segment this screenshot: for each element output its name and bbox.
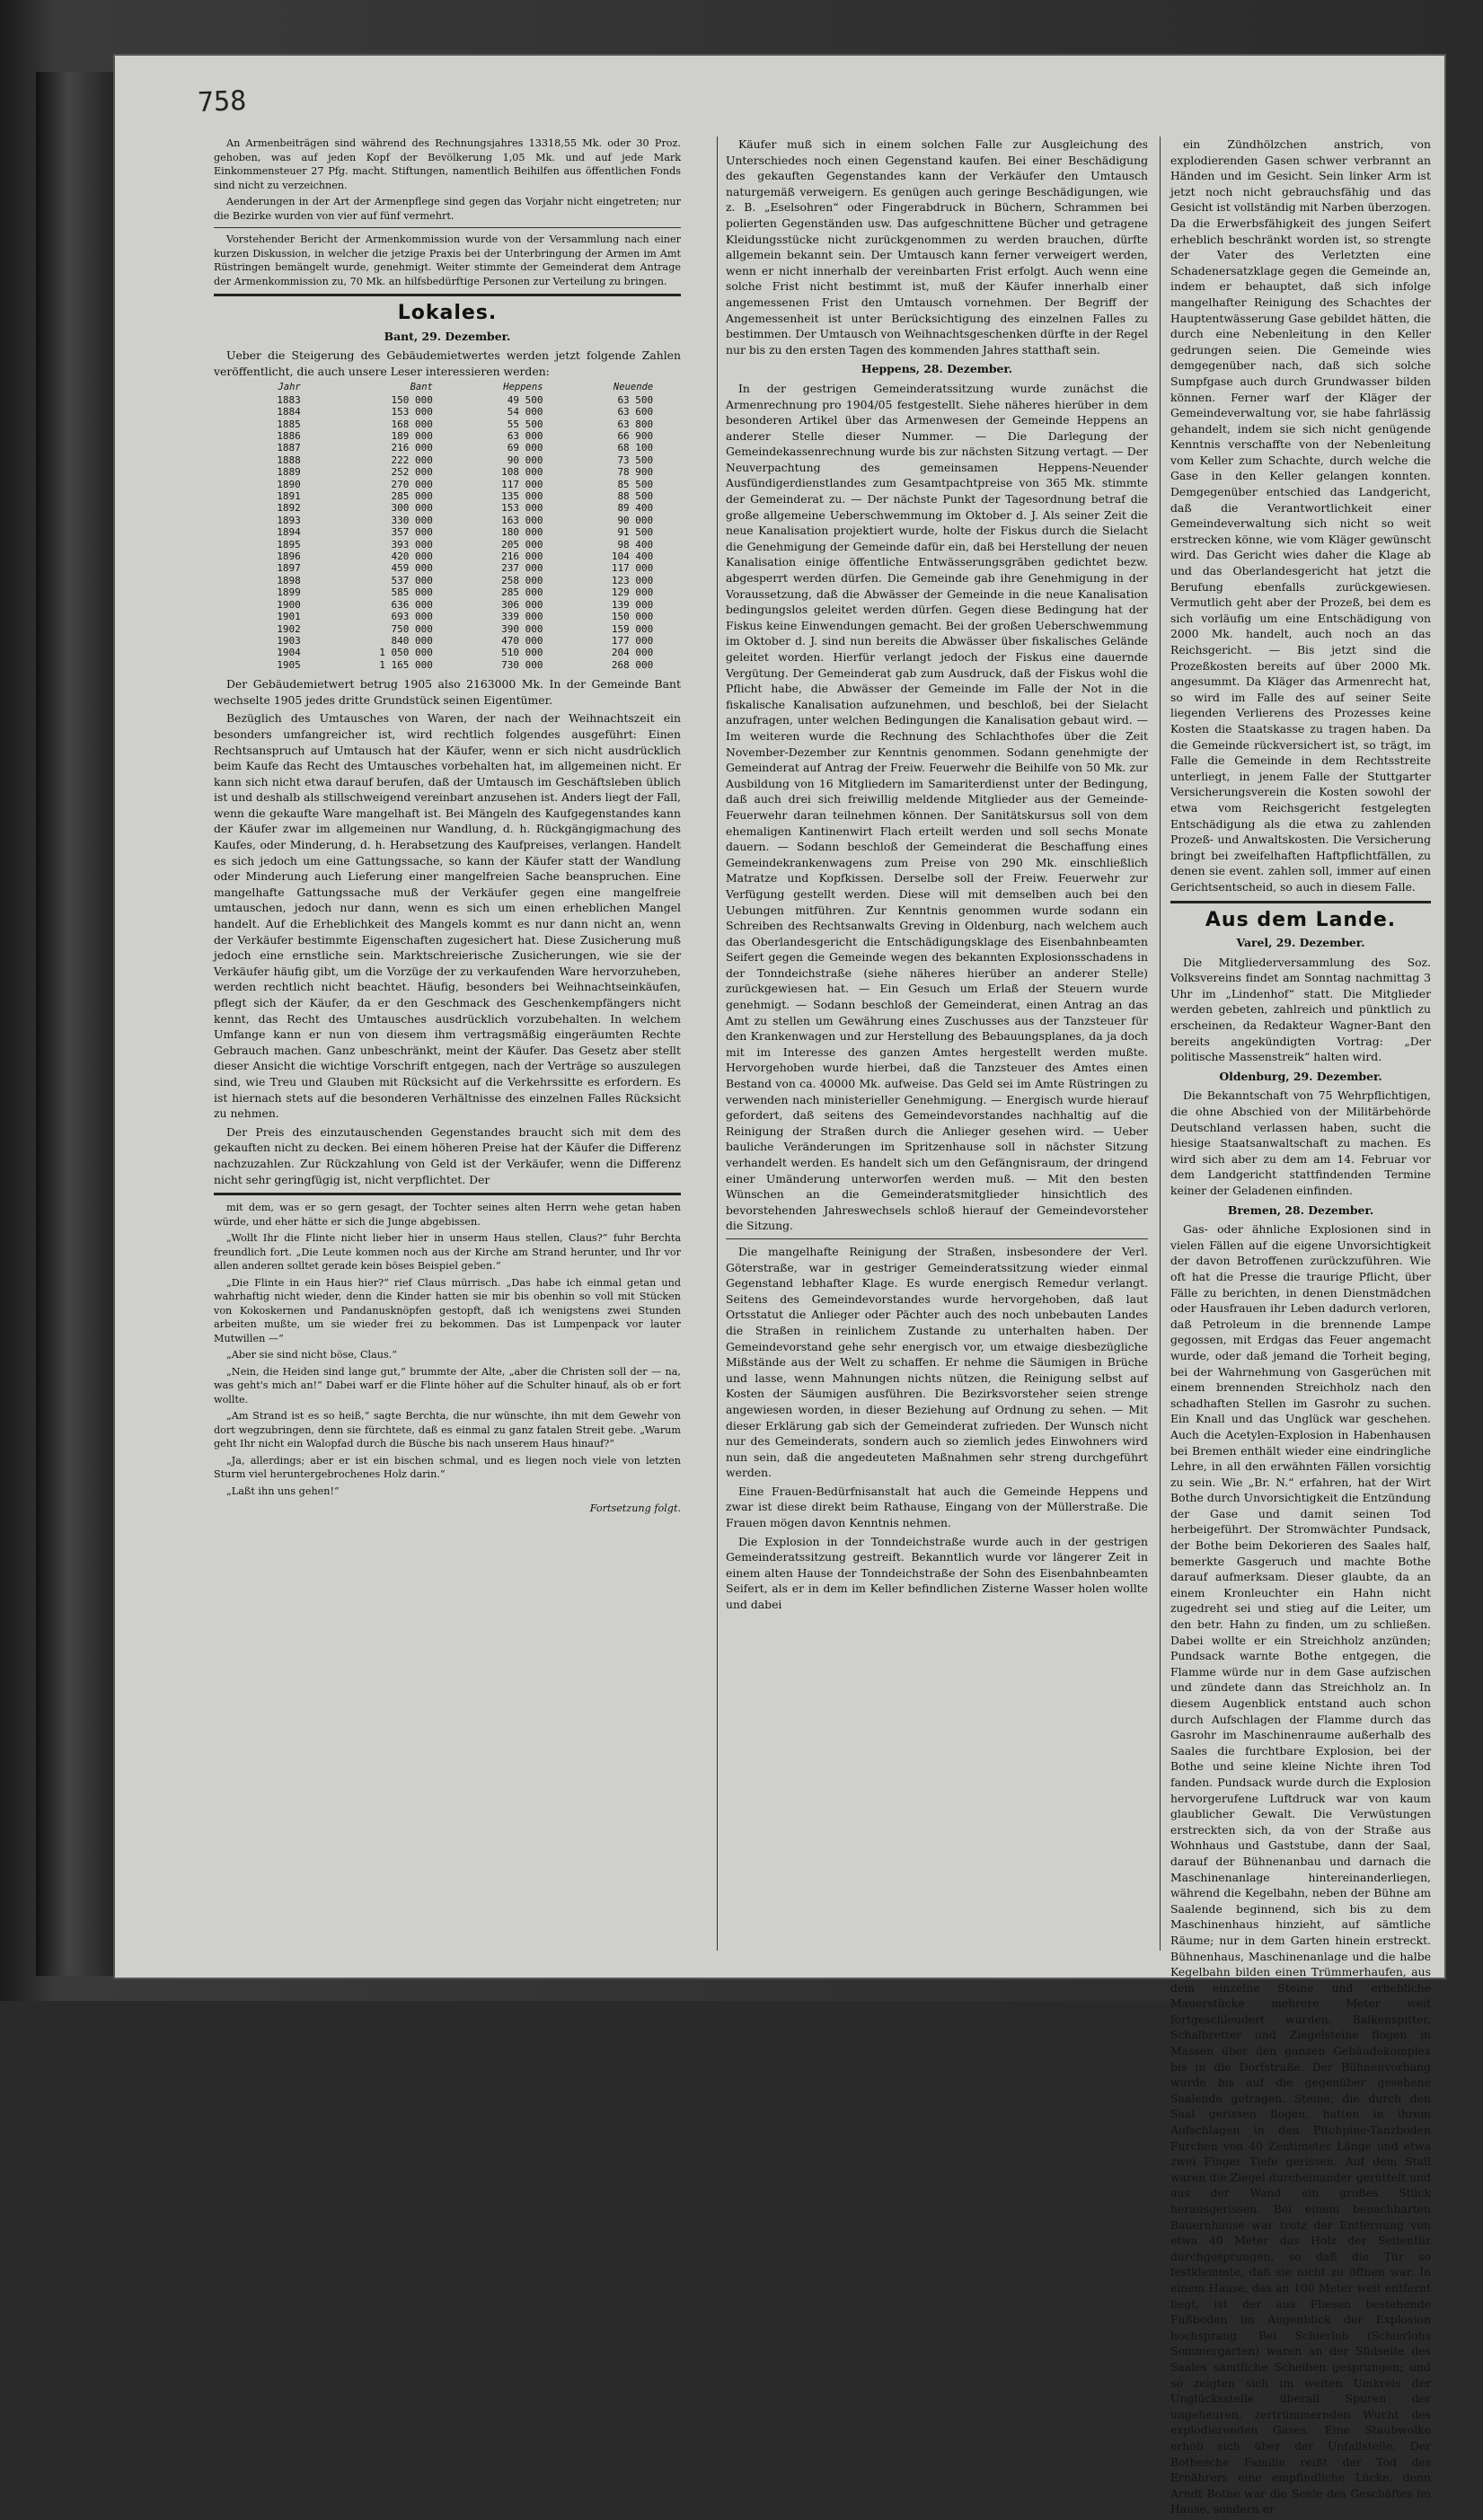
table-cell: 189 000 [391,430,433,442]
table-header: Jahr [278,382,301,393]
table-cell: 252 000 [391,466,433,479]
rent-table [233,382,662,671]
table-cell: 268 000 [611,658,654,671]
paragraph: „Am Strand ist es so heiß,“ sagte Berchta, die nur wünschte, ihn mit dem Gewehr von dort wegzubringen, denn sie fürchtete, daß es einmal zu ganz fatalen Streit gebe. „Warum geht Ihr nicht ein Walopfad durch die Büsche bis nach unserem Haus hinauf?“ [214,1410,681,1450]
table-cell: 1905 [277,658,301,671]
table-cell: 85 500 [617,478,654,490]
table-cell: 222 000 [391,454,433,466]
table-row [233,394,662,406]
table-cell: 78 900 [617,466,654,479]
table-row [233,635,662,647]
table-cell: 150 000 [611,611,654,623]
table-cell: 300 000 [391,502,433,515]
paragraph: Die Mitgliederversammlung des Soz. Volksvereins findet am Sonntag nachmittag 3 Uhr im „Lindenhof“ statt. Die Mitglieder werden gebeten, zahlreich und pünktlich zu erscheinen, da Redakteur Wagner-Bant den bereits angekündigten Vortrag: „Der politische Massenstreik“ halten wird. [1170,955,1431,1064]
table-cell: 258 000 [501,574,543,586]
table-cell: 1900 [277,598,301,611]
table-row [233,539,662,551]
paragraph: Die Explosion in der Tonndeichstraße wurde auch in der gestrigen Gemeinderatssitzung gestreift. Bekanntlich wurde vor längerer Zeit in einem alten Hause der Tonndeichstraße der Sohn des Eisenbahnbeamten Seifert, als er in dem im Keller befindlichen Zisterne Wasser holen wollte und dabei [726,1534,1148,1612]
divider [214,294,681,296]
paragraph: „Wollt Ihr die Flinte nicht lieber hier in unserm Haus stellen, Claus?“ fuhr Berchta freundlich fort. „Die Leute kommen noch aus der Kirche am Strand herunter, und Ihr vor allen anderen solltet gerade kein böses Beispiel geben.“ [214,1232,681,1273]
divider [726,1238,1148,1239]
table-cell: 91 500 [617,526,654,539]
table-cell: 1893 [277,514,301,526]
paragraph: An Armenbeiträgen sind während des Rechnungsjahres 13318,55 Mk. oder 30 Proz. gehoben, was auf jeden Kopf der Bevölkerung 1,05 Mk. und auf jede Mark Einkommensteuer 27 Pfg. macht. Stiftungen, namentlich Beihilfen aus öffentlichen Fonds sind nicht zu verzeichnen. [214,137,681,191]
paragraph: „Aber sie sind nicht böse, Claus.“ [226,1349,398,1361]
table-cell: 177 000 [611,634,654,647]
table-cell: 1889 [277,466,301,479]
table-cell: 73 500 [617,454,654,466]
divider [1170,901,1431,903]
table-row [233,406,662,418]
table-cell: 90 000 [617,514,654,526]
table-cell: 216 000 [391,442,433,454]
table-cell: 693 000 [391,611,433,623]
table-cell: 49 500 [507,393,543,406]
table-row [233,515,662,526]
table-cell: 840 000 [391,634,433,647]
intro-block [214,137,681,288]
table-cell: 585 000 [391,586,433,599]
table-cell: 159 000 [611,622,654,635]
table-row [233,623,662,635]
table-cell: 204 000 [611,647,654,659]
table-cell: 1896 [277,551,301,563]
table-cell: 168 000 [391,418,433,430]
table-cell: 1897 [277,562,301,575]
table-cell: 470 000 [501,634,543,647]
dateline: Bremen, 28. Dezember. [1227,1203,1374,1217]
paragraph: Der Preis des einzutauschenden Gegenstandes braucht sich mit dem des gekauften nicht zu decken. Bei einem höheren Preise hat der Käufer die Differenz nachzuzahlen. Zur Rückzahlung von Geld ist der Verkäufer, wenn die Differenz nicht sehr geringfügig ist, nicht verpflichtet. Der [214,1124,681,1186]
table-row [233,551,662,562]
table-cell: 88 500 [617,490,654,503]
table-cell: 1884 [277,406,301,419]
table-row [233,490,662,502]
dateline: Oldenburg, 29. Dezember. [1219,1069,1382,1083]
table-cell: 1 050 000 [379,647,433,659]
table-cell: 1898 [277,574,301,586]
table-cell: 63 500 [617,393,654,406]
paragraph: mit dem, was er so gern gesagt, der Tochter seines alten Herrn wehe getan haben würde, und eher hätte er sich die Junge abgebissen. [214,1202,681,1228]
table-cell: 139 000 [611,598,654,611]
table-cell: 1886 [277,430,301,442]
table-cell: 339 000 [501,611,543,623]
table-cell: 1895 [277,538,301,551]
table-row [233,442,662,454]
table-cell: 68 100 [617,442,654,454]
paragraph: Vorstehender Bericht der Armenkommission wurde von der Versammlung nach einer kurzen Diskussion, in welcher die jetzige Praxis bei der Unterbringung der Armen im Amt Rüstringen bemängelt wurde, genehmigt. Weiter stimmte der Gemeinderat dem Antrage der Armenkommission zu, 70 Mk. an hilfsbedürftige Personen zur Verteilung zu bringen. [214,233,681,287]
table-row [233,466,662,478]
section-title: Lokales. [397,302,498,324]
table-cell: 393 000 [391,538,433,551]
table-row [233,454,662,466]
paragraph: Die mangelhafte Reinigung der Straßen, insbesondere der Verl. Göterstraße, war in gestriger Gemeinderatssitzung wieder einmal Gegenstand lebhafter Klage. Es wurde energisch Remedur verlangt. Seitens des Gemeindevorstandes wurde hervorgehoben, daß laut Ortsstatut die Anlieger oder Pächter auch des noch unbebauten Landes die Straßen in reinlichem Zustande zu unterhalten haben. Der Gemeindevorstand gehe sehr energisch vor, um etwaige diesbezügliche Mißstände aus der Welt zu schaffen. Er nehme die Säumigen in Brüche und lasse, wenn Mahnungen nichts nützen, die Reinigung selbst auf Kosten der Säumigen ausführen. Die Bezirksvorsteher seien strenge angewiesen worden, in dieser Beziehung auf Ordnung zu sehen. — Mit dieser Erklärung gab sich der Gemeinderat zufrieden. Der Wunsch nicht nur des Gemeinderats, sondern auch so ziemlich jedes Einwohners wird nun sein, daß die angedeuteten Maßnahmen sehr streng durchgeführt werden. [726,1244,1148,1480]
table-cell: 730 000 [501,658,543,671]
paragraph: „Ja, allerdings; aber er ist ein bischen schmal, und es liegen noch viele von letzten Sturm viel heruntergebrochenes Holz darin.“ [214,1454,681,1481]
table-cell: 108 000 [501,466,543,479]
column-2 [726,137,1148,1616]
paragraph: Ueber die Steigerung des Gebäudemietwertes werden jetzt folgende Zahlen veröffentlicht, die auch unsere Leser interessieren werden: [214,348,681,378]
table-cell: 510 000 [501,647,543,659]
table-cell: 90 000 [507,454,543,466]
paragraph: Eine Frauen-Bedürfnisanstalt hat auch die Gemeinde Heppens und zwar ist diese direkt beim Rathause, Eingang von der Müllerstraße. Die Frauen mögen davon Kenntnis nehmen. [726,1484,1148,1530]
divider [214,1193,681,1195]
table-cell: 237 000 [501,562,543,575]
paragraph: Bezüglich des Umtausches von Waren, der nach der Weihnachtszeit ein besonders umfangreicher ist, wird rechtlich folgendes ausgeführt: Einen Rechtsanspruch auf Umtausch hat der Käufer, wenn er sich nicht ausdrücklich beim Kaufe das Recht des Umtausches vorbehalten hat, im allgemeinen nicht. Er kann sich nicht etwa darauf berufen, daß der Umtausch im Geschäftsleben üblich ist und deshalb als stillschweigend vereinbart anzusehen ist. Anders liegt der Fall, wenn die gekaufte Ware mangelhaft ist. Bei Mängeln des Kaufgegenstandes kann der Käufer zwar im allgemeinen nur Wandlung, d. h. Rückgängigmachung des Kaufes, oder Minderung, d. h. Herabsetzung des Kaufpreises, verlangen. Handelt es sich jedoch um eine Gattungssache, so kann der Käufer statt der Wandlung oder Minderung auch Lieferung einer mangelfreien Sache beanspruchen. Eine mangelhafte Gattungssache muß der Verkäufer gegen eine mangelfreie umtauschen, jedoch nur dann, wenn es sich um einen erheblichen Mangel handelt. Auf die Erheblichkeit des Mangels kommt es nur dann nicht an, wenn der Verkäufer bestimmte Eigenschaften zugesichert hat. Diese Zusicherung muß jedoch eine ernstliche sein. Marktschreierische Zusicherungen, wie sie der Verkäufer häufig gibt, um die Vorzüge der zu verkaufenden Ware hervorzuheben, werden rechtlich nicht beachtet. Häufig, besonders bei Weihnachtseinkäufen, pflegt sich der Käufer, da er den Geschmack des Geschenkempfängers nicht kennt, das Recht des Umtausches ausdrücklich vorzubehalten. In welchem Umfange kann er nun von diesem ihm vertragsmäßig eingeräumten Rechte Gebrauch machen. Ganz unbeschränkt, meint der Käufer. Das Gesetz aber stellt dieser Ansicht die wichtige Vorschrift entgegen, nach der Verträge so auszulegen sind, wie Treu und Glauben mit Rücksicht auf die Verkehrssitte es erfordern. Es ist hiernach stets auf die besonderen Verhältnisse des einzelnen Falles Rücksicht zu nehmen. [214,711,681,1121]
paragraph: Gas- oder ähnliche Explosionen sind in vielen Fällen auf die eigene Unvorsichtigkeit der davon Betroffenen zurückzuführen. Wie oft hat die Presse die traurige Pflicht, über Fälle zu berichten, in denen Dienstmädchen oder Hausfrauen ihr Leben dadurch verloren, daß Petroleum in die brennende Lampe gegossen, mit Erdgas das Feuer angemacht wurde, oder daß jemand die Torheit beging, bei der Wahrnehmung von Gasgerüchen mit einem brennenden Streichholz nach den schadhaften Stellen im Gasrohr zu suchen. Ein Knall und das Unglück war geschehen. Auch die Acetylen-Explosion in Habenhausen bei Bremen enthält wieder eine eindringliche Lehre, in all den erwähnten Fällen vorsichtig zu sein. Wie „Br. N.“ erfahren, hat der Wirt Bothe durch Unvorsichtigkeit die Entzündung der Gase und damit seinen Tod herbeigeführt. Der Stromwächter Pundsack, der Bothe beim Dekorieren des Saales half, bemerkte Gasgeruch und machte Bothe darauf aufmerksam. Dieser glaubte, da an einem Kronleuchter ein Hahn nicht zugedreht sei und stieg auf die Leiter, um den betr. Hahn zu finden, um zu schließen. Dabei wollte er ein Streichholz anzünden; Pundsack warnte Bothe entgegen, die Flamme würde nur in dem Gase aufzischen und zündete dann das Streichholz an. In diesem Augenblick entstand auch schon durch Aufschlagen der Flamme durch das Gasrohr im Maschinenraume außerhalb des Saales die furchtbare Explosion, bei der Bothe und seine kleine Nichte ihren Tod fanden. Pundsack wurde durch die Explosion hervorgerufene Luftdruck war von kaum glaublicher Gewalt. Die Verwüstungen erstreckten sich, da von der Straße aus Wohnhaus und Gaststube, dann der Saal, darauf der Bühnenanbau und darnach die Maschinenanlage hintereinanderliegen, während die Kegelbahn, neben der Bühne am Saalende beginnend, sich bis zu dem Maschinenhaus hinzieht, auf sämtliche Räume; nur in dem Garten hinein erstreckt. Bühnenhaus, Maschinenanlage und die halbe Kegelbahn bilden einen Trümmerhaufen, aus dem einzelne Steine und erhebliche Mauerstücke mehrere Meter weit fortgeschleudert wurden. Balkenspitter, Schalbretter und Ziegelsteine flogen in Massen über den ganzen Gebäudekomplex bis in die Dorfstraße. Der Bühnenvorhang wurde bis auf die gegenüber gesehene Saalende getragen. Steine, die durch den Saal gerissen flogen, hatten in ihrem Aufschlagen in den Pitchpine-Tanzboden Furchen von 40 Zentimeter Länge und etwa zwei Finger Tiefe gerissen. Auf dem Stall waren die Ziegel durcheinander gerüttelt und aus der Wand ein großes Stück herausgerissen. Bei einem benachbarten Bauernhause war trotz der Entfernung von etwa 40 Meter das Holz der Seitentür durchgesprungen, so daß die Tür so festklemmte, daß sie nicht zu öffnen war. In einem Hause, das an 100 Meter weit entfernt liegt, ist der aus Fliesen bestehende Fußboden im Augenblick der Explosion hochsprang. Bei Schierlob (Schierlohs Sommergarten) waren an der Südseite des Saales sämtliche Scheiben gesprungen; und so zeigten sich im weiten Umkreis der Unglücksstelle überall Spuren der ungeheuren, zertrümmernden Wucht des explodierenden Gases. Eine Staubwolke erhob sich über der Unfallstelle. Der Bothesche Familie reißt der Tod des Ernährers eine empfindliche Lücke, denn Arndt Bothe war die Seele des Geschäftes im Hause, sondern er [1170,1222,1431,2516]
table-cell: 89 400 [617,502,654,515]
table-cell: 63 000 [507,430,543,442]
table-cell: 390 000 [501,622,543,635]
table-header: Heppens [503,382,543,393]
section-title: Aus dem Lande. [1205,908,1397,931]
dateline: Varel, 29. Dezember. [1236,936,1365,950]
table-cell: 129 000 [611,586,654,599]
table-cell: 420 000 [391,551,433,563]
table-cell: 117 000 [611,562,654,575]
table-cell: 63 800 [617,418,654,430]
paragraph: Die Bekanntschaft von 75 Wehrpflichtigen, die ohne Abschied von der Militärbehörde Deutschland verlassen haben, sucht die hiesige Staatsanwaltschaft zu machen. Es wird sich aber zu dem am 14. Februar vor dem Landgericht stattfindenden Termine keiner der Geladenen einfinden. [1170,1088,1431,1197]
table-cell: 150 000 [391,393,433,406]
table-cell: 285 000 [391,490,433,503]
column-rule [717,137,718,1951]
table-row [233,575,662,586]
feuilleton [214,1201,681,1516]
table-cell: 55 500 [507,418,543,430]
table-row [233,419,662,430]
table-row [233,430,662,442]
table-header: Neuende [613,382,654,393]
column-1 [214,137,681,1516]
table-cell: 270 000 [391,478,433,490]
paragraph: „Nein, die Heiden sind lange gut,“ brummte der Alte, „aber die Christen soll der — na, was geht's mich an!“ Dabei warf er die Flinte höher auf die Schulter hinauf, als ob er fort wollte. [214,1365,681,1405]
table-cell: 1891 [277,490,301,503]
dateline: Bant, 29. Dezember. [384,329,511,343]
table-cell: 285 000 [501,586,543,599]
table-cell: 1899 [277,586,301,599]
paragraph: „Die Flinte in ein Haus hier?“ rief Claus mürrisch. „Das habe ich einmal getan und wahrhaftig nicht wieder, denn die Kinder hatten sie mir bis obenhin so voll mit Stücken von Kokoskernen und Pandanusknöpfen gestopft, daß ich wenigstens zwei Stunden arbeiten mußte, um sie wieder frei zu bekommen. Das ist Lumpenpack vor lauter Mutwillen —“ [214,1276,681,1344]
dateline: Heppens, 28. Dezember. [861,362,1013,376]
newspaper-page [115,56,1444,2516]
table-cell: 163 000 [501,514,543,526]
table-cell: 537 000 [391,574,433,586]
continuation-note: Fortsetzung folgt. [589,1502,681,1515]
table-cell: 63 600 [617,406,654,419]
column-rule [1160,137,1161,1951]
table-cell: 636 000 [391,598,433,611]
table-cell: 1901 [277,611,301,623]
paragraph: Der Gebäudemietwert betrug 1905 also 2163000 Mk. In der Gemeinde Bant wechselte 1905 jedes dritte Grundstück seinen Eigentümer. [214,677,681,707]
table-row [233,526,662,538]
table-cell: 205 000 [501,538,543,551]
paragraph: „Laßt ihn uns gehen!“ [226,1485,340,1497]
table-cell: 66 900 [617,430,654,442]
table-cell: 1902 [277,622,301,635]
table-row [233,611,662,622]
paragraph: Aenderungen in der Art der Armenpflege sind gegen das Vorjahr nicht eingetreten; nur die Bezirke wurden von vier auf fünf vermehrt. [214,196,681,222]
table-row [233,647,662,658]
table-row [233,599,662,611]
table-cell: 1885 [277,418,301,430]
table-header: Bant [410,382,433,393]
table-cell: 357 000 [391,526,433,539]
table-cell: 1903 [277,634,301,647]
table-cell: 98 400 [617,538,654,551]
table-cell: 1888 [277,454,301,466]
column-3 [1170,137,1431,2520]
book-binding [36,72,117,1976]
table-cell: 750 000 [391,622,433,635]
table-row [233,562,662,574]
table-cell: 1904 [277,647,301,659]
table-cell: 123 000 [611,574,654,586]
page-number: 758 [197,85,247,119]
table-cell: 117 000 [501,478,543,490]
table-cell: 104 400 [611,551,654,563]
table-cell: 306 000 [501,598,543,611]
table-cell: 54 000 [507,406,543,419]
paragraph: In der gestrigen Gemeinderatssitzung wurde zunächst die Armenrechnung pro 1904/05 festgestellt. Siehe näheres hierüber in dem besonderen Artikel über das Armenwesen der Gemeinde Heppens an anderer Stelle dieser Nummer. — Die Darlegung der Gemeindekassenrechnung wurde bis zur nächsten Sitzung vertagt. — Der Neuverpachtung des gemeinsamen Heppens-Neuender Ausfündigerdienstlandes zum Gesamtpachtpreise von 365 Mk. stimmte der Gemeinderat zu. — Der nächste Punkt der Tagesordnung betraf die große allgemeine Ueberschwemmung im Oktober d. J. Als seiner Zeit die neue Kanalisation projektiert wurde, holte der Fiskus durch die Sielacht die Genehmigung der Gemeinde dafür ein, daß bei Herstellung der neuen Kanalisation einige öffentliche Entwässerungsgräben gedichtet bezw. abgesperrt werden dürfen. Die Gemeinde gab ihre Genehmigung in der Voraussetzung, daß die Abwässer der Gemeinde in die neue Kanalisation bedingungslos geleitet werden dürfen. Gegen diese Bedingung hat der Fiskus keine Einwendungen gemacht. Bei der großen Ueberschwemmung im Oktober d. J. sind nun bereits die Abwässer über fiskalisches Gelände geleitet worden. Hierfür verlangt jedoch der Fiskus eine dauernde Vergütung. Der Gemeinderat gab zum Ausdruck, daß der Fiskus wohl die Pflicht habe, die Abwässer der Gemeinde im Falle der Not in die fiskalische Kanalisation aufzunehmen, und beschloß, bei der Sielacht anzufragen, unter welchen Bedingungen die Kanalisation gebaut wird. — Im weiteren wurde die Rechnung des Schlachthofes über die Zeit November-Dezember zur Kenntnis genommen. Sodann genehmigte der Gemeinderat auf Antrag der Freiw. Feuerwehr die Beihilfe von 50 Mk. zur Ausbildung von 16 Mitgliedern im Samariterdienst unter der Bedingung, daß auch drei sich freiwillig meldende Mitglieder aus der Gemeinde-Feuerwehr daran teilnehmen können. Der Sanitätskursus soll von dem ehemaligen Kantinenwirt Flach erteilt werden und soll sechs Monate dauern. — Sodann beschloß der Gemeinderat die Beschaffung eines Gemeindekrankenwagens zum Preise von 290 Mk. einschließlich Matratze und Kopfkissen. Derselbe soll der Freiw. Feuerwehr zur Verfügung gestellt werden. Diese will mit demselben auch bei den Uebungen mitführen. Zur Kenntnis genommen wurde sodann ein Schreiben des Rechtsanwalts Greving in Oldenburg, nach welchem auch das Oberlandesgericht die Entschädigungsklage des Eisenbahnbeamten Seifert gegen die Gemeinde wegen des bekannten Explosionsschadens in der Tonndeichstraße (siehe näheres hierüber an anderer Stelle) zurückgewiesen hat. — Ein Gesuch um Erlaß der Steuern wurde genehmigt. — Sodann beschloß der Gemeinderat, einen Antrag an das Amt zu stellen um Gewährung eines Zuschusses aus der Tanzsteuer für den Krankenwagen und zur Herstellung des Bebauungsplanes, da ja doch mit im Interesse des ganzen Amtes hergestellt werden mußte. Hervorgehoben wurde hierbei, daß die Tanzsteuer des Amtes einen Bestand von ca. 40000 Mk. aufweise. Das Geld sei im Amte Rüstringen zu verwenden nach ministerieller Genehmigung. — Energisch wurde hierauf gefordert, daß seitens des Gemeindevorstandes nachhaltig auf die Reinigung der Straßen durch die Anlieger gesehen wird. — Ueber bauliche Veränderungen im Spritzenhause soll in nächster Sitzung verhandelt werden. Es handelt sich um den Gefängnisraum, der dringend einer Umänderung unterworfen werden muß. — Mit den besten Wünschen an die Gemeinderatsmitglieder hinsichtlich des bevorstehenden Jahreswechsels schloß hierauf der Gemeindevorsteher die Sitzung. [726,381,1148,1233]
table-cell: 69 000 [507,442,543,454]
paragraph: ein Zündhölzchen anstrich, von explodierenden Gasen schwer verbrannt an Händen und im Gesicht. Sein linker Arm ist jetzt noch nicht gebrauchsfähig und das Gesicht ist vollständig mit Narben überzogen. Da die Erwerbsfähigkeit des jungen Seifert erheblich beschränkt worden ist, so strengte der Vater des Verletzten eine Schadenersatzklage gegen die Gemeinde an, indem er behauptet, daß sich infolge mangelhafter Reinigung des Schachtes der Hauptentwässerung Gase gebildet hätten, die durch eine Nebenleitung in den Keller gedrungen seien. Die Gemeinde wies demgegenüber nach, daß sich solche Sumpfgase auch durch Grundwasser bilden können. Ferner warf der Kläger der Gemeindeverwaltung vor, sie habe fahrlässig gehandelt, indem sie sich nicht genügende Kenntnis verschaffte von der Nebenleitung vom Keller zum Schachte, durch welche die Gase in den Keller gelangen konnten. Demgegenüber entschied das Landgericht, daß die Verantwortlichkeit einer Gemeindeverwaltung sich nicht so weit erstrecken könne, wie vom Kläger gewünscht wird. Das Gericht wies daher die Klage ab und das Oberlandesgericht hat jetzt die Berufung ebenfalls zurückgewiesen. Vermutlich geht aber der Prozeß, bei dem es sich vorläufig um eine Entschädigung von 2000 Mk. handelt, auch noch an das Reichsgericht. — Bis jetzt sind die Prozeßkosten bereits auf über 2000 Mk. angesummt. Da Kläger das Armenrecht hat, so wird im Falle des auf seiner Seite liegenden Verlierens des Prozesses keine Kosten die Staatskasse zu tragen haben. Da die Gemeinde rückversichert ist, so trägt, im Falle die Gemeinde in dem Rechtsstreite unterliegt, in jenem Falle der Stuttgarter Versicherungsverein die Kosten sowohl der etwa vom Reichsgericht festgelegten Entschädigung als die etwa zu zahlenden Prozeß- und Anwaltskosten. Die Versicherung bringt bei zweifelhaften Haftpflichtfällen, zu denen sie event. zahlen soll, immer auf einen Gerichtsentscheid, so auch in diesem Falle. [1170,137,1431,894]
table-cell: 1890 [277,478,301,490]
table-cell: 180 000 [501,526,543,539]
table-cell: 153 000 [391,406,433,419]
table-row [233,659,662,671]
paragraph: Käufer muß sich in einem solchen Falle zur Ausgleichung des Unterschiedes noch einen Gegenstand kaufen. Bei einer Beschädigung des gekauften Gegenstandes kann der Verkäufer den Umtausch naturgemäß verweigern. Es genügen auch geringe Beschädigungen, wie z. B. „Eselsohren“ oder Fingerabdruck in Büchern, Schrammen bei polierten Gegenständen usw. Das aufgeschnittene Bücher und getragene Kleidungsstücke nicht zurückgenommen zu werden brauchen, dürfte allgemein bekannt sein. Der Umtausch kann ferner verweigert werden, wenn er nicht innerhalb der vereinbarten Frist erfolgt. Auch wenn eine solche Frist nicht bestimmt ist, muß der Käufer innerhalb einer angemessenen Frist den Umtausch vornehmen. Der Begriff der Angemessenheit ist unter Berücksichtigung des einzelnen Falles zu bestimmen. Der Umtausch von Weihnachtsgeschenken dürfte in der Regel nur bis zu den ersten Tagen des kommenden Jahres statthaft sein. [726,137,1148,357]
table-cell: 135 000 [501,490,543,503]
table-cell: 153 000 [501,502,543,515]
divider [214,227,681,228]
table-row [233,502,662,514]
table-cell: 1883 [277,393,301,406]
table-cell: 330 000 [391,514,433,526]
table-row [233,586,662,598]
table-cell: 1892 [277,502,301,515]
table-cell: 216 000 [501,551,543,563]
table-row [233,479,662,490]
table-cell: 1 165 000 [379,658,433,671]
table-cell: 1887 [277,442,301,454]
table-cell: 1894 [277,526,301,539]
table-cell: 459 000 [391,562,433,575]
